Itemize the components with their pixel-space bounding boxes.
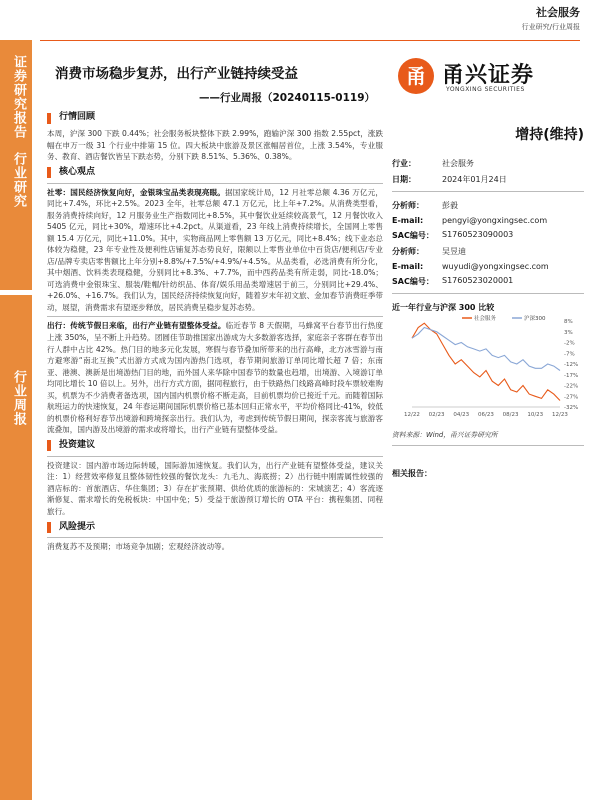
- sac-value: S1760523090003: [442, 230, 514, 239]
- sac-label: SAC编号：: [392, 231, 434, 240]
- logo-mark-icon: 甬: [398, 58, 434, 94]
- section-bar-icon: [47, 440, 51, 451]
- chart-title: 近一年行业与沪深 300 比较: [392, 303, 495, 312]
- series-line: [412, 328, 560, 371]
- sidebar-divider: [392, 191, 584, 192]
- industry-value: 社会服务: [442, 159, 474, 168]
- email-label: E-mail:: [392, 262, 424, 271]
- sidebar-divider: [392, 445, 584, 446]
- analyst-name: 彭毅: [442, 201, 458, 210]
- section-heading: [47, 111, 383, 125]
- paragraph-text: 消费复苏不及预期；市场竞争加剧；宏观经济波动等。: [47, 542, 230, 552]
- x-tick-label: 02/23: [428, 412, 445, 418]
- section-heading: [47, 166, 383, 180]
- y-tick-label: -17%: [564, 372, 579, 379]
- page-subtitle: ——行业周报（20240115-0119）: [198, 92, 375, 104]
- series-line: [412, 323, 560, 400]
- section-divider: [47, 537, 383, 538]
- x-tick-label: 12/23: [552, 412, 568, 418]
- y-tick-label: -22%: [564, 383, 579, 390]
- chart-source: 资料来源：Wind，甬兴证券研究所: [392, 431, 498, 439]
- email-label: E-mail:: [392, 216, 424, 225]
- analyst-name: 吴昱迪: [442, 247, 466, 256]
- email-link[interactable]: wuyudi@yongxingsec.com: [442, 262, 549, 271]
- side-label-weekly: 行业周报: [11, 370, 26, 426]
- sac-value: S1760523020001: [442, 276, 514, 285]
- analyst-label: 分析师：: [392, 247, 424, 256]
- x-tick-label: 12/22: [404, 412, 420, 418]
- rating-badge: 增持(维持): [515, 127, 584, 143]
- comparison-chart: [392, 315, 584, 425]
- y-tick-label: -7%: [564, 351, 575, 358]
- y-tick-label: -32%: [564, 405, 579, 411]
- analyst-row: [392, 200, 584, 211]
- section-heading: [47, 520, 383, 534]
- y-tick-label: -2%: [564, 340, 575, 347]
- y-tick-label: -27%: [564, 394, 579, 401]
- info-sidebar: [392, 118, 584, 479]
- sac-row: [392, 230, 584, 241]
- paragraph-retail: [47, 187, 383, 314]
- x-tick-label: 08/23: [502, 412, 519, 418]
- x-tick-label: 10/23: [527, 412, 544, 418]
- email-row: [392, 262, 584, 271]
- logo-name-cn: 甬兴证券: [442, 63, 535, 88]
- paragraph-market-review: [47, 128, 383, 163]
- paragraph-text: 投资建议：国内游市场边际转暖，国际游加速恢复。我们认为，出行产业链有望整体受益，建议关注：1）经营效率修复且整体韧性较强的餐饮龙头：九毛九、海底捞；2）出行链中刚需属性较强的酒店标的：首旅酒店、华住集团；3）存在扩张预期、供给优质的旅游标的：宋城演艺；4）客流逐渐修复、需求增长的免税板块：中国中免；5）受益于旅游预订增长的 OTA 平台：携程集团、同程旅行。: [47, 460, 383, 516]
- logo-name-en: YONGXING SECURITIES: [446, 86, 525, 93]
- section-title-core-views: 核心观点: [59, 166, 96, 177]
- section-title-market-review: 行情回顾: [59, 112, 96, 123]
- analyst-label: 分析师：: [392, 201, 424, 210]
- industry-row: [392, 158, 584, 169]
- section-divider: [47, 456, 383, 457]
- paragraph-travel: [47, 320, 383, 435]
- date-row: [392, 174, 584, 185]
- email-row: [392, 216, 584, 225]
- header-divider: [40, 40, 580, 41]
- date-label: 日期：: [392, 175, 416, 184]
- section-bar-icon: [47, 113, 51, 124]
- main-content: [47, 108, 383, 556]
- related-reports-label: 相关报告：: [392, 469, 432, 478]
- section-divider: [47, 316, 383, 317]
- sidebar-divider: [392, 293, 584, 294]
- paragraph-investment: [47, 460, 383, 518]
- paragraph-text: 临近春节 8 天假期，马蜂窝平台春节出行热度上涨 350%，呈不断上升趋势。团圆佳节助推国家出游成为大多数游客选择，家庭亲子客群在春节出行人群中占比 42%。热门目的地多元化发展，寒假与春节叠加所带来的出行高峰，北方冰雪游与南方避寒游“南北互换”式出游方式成为国内游热门选项，春节期间旅游订单同比增长超 7 倍；东南亚、港澳、澳新是出境游热门目的地，而外国人来华除中国春节的数量也趋增，出境游、入境游订单均同比增长 10 倍以上。另外，出行方式方面，据同程旅行，由于铁路热门线路高峰时段车票较难购买，机票为不少消费者备选项，国内国内机票价格不断走高，目前机票均价已接近千元。而随着国际航班运力的快速恢复，24 年春运期间国际机票价格已基本回归正常水平，平均价格同比-41%，较低的机票价格利好春节出境游和跨境探亲出行。我们认为，考虑到传统节假日期间，探亲客流与旅游客流叠加，国内游及出境游的需求或将增长，出行产业链有望整体受益。: [47, 321, 383, 435]
- section-heading: [47, 439, 383, 453]
- paragraph-text: 据国家统计局，12 月社零总额 4.36 万亿元，同比+7.4%，环比+2.5%。2023 全年，社零总额 47.1 万亿元，比上年+7.2%。从消费类型看，服务消费持续向好，12 月服务业生产指数同比+8.5%，其中餐饮业延续较高景气，12 月餐饮收入 5405 亿元，同比+30%，增速环比+4.2pct。从渠道看，23 年线上消费持续增长，全国网上零售额 15.4 万亿元，同比+11.0%。其中，实物商品网上零售额 13 万亿元，同比+8.4%；线下业态总体较为稳健，23 年专业性及便利性店铺复苏态势良好，限额以上零售业单位中百货店/便利店/专业店/品牌专卖店零售额比上年分别+8.8%/+7.5%/+4.9%/+4.5%。从品类看，必选消费有所分化，其中烟酒、饮料类表现稳健，分别同比+8.3%、+7.7%，而中西药品类有所走弱，同比-18.0%；可选消费中金银珠宝、服装/鞋帽/针纺织品、体育/娱乐用品类增速居于前三，分别同比+29.4%、+26.0%、+16.7%。我们认为，国民经济持续恢复向好，随着岁末年初文旅、金加春节消费旺季带动，展望，消费需求有望逐步释放，居民消费呈稳步复苏态势。: [47, 187, 384, 312]
- company-logo: [398, 58, 583, 98]
- paragraph-risk: [47, 541, 383, 553]
- sac-row: [392, 276, 584, 287]
- sac-label: SAC编号：: [392, 277, 434, 286]
- title-block: [55, 62, 375, 105]
- x-tick-label: 06/23: [478, 412, 494, 418]
- date-value: 2024年01月24日: [442, 175, 507, 184]
- header-category: 社会服务: [536, 6, 580, 19]
- chart-svg: [392, 315, 584, 425]
- analyst-row: [392, 246, 584, 257]
- paragraph-lead: 出行：传统节假日来临，出行产业链有望整体受益。: [47, 321, 226, 331]
- y-tick-label: 8%: [564, 319, 573, 325]
- legend-label: 沪深300: [524, 316, 546, 322]
- industry-label: 行业：: [392, 159, 416, 168]
- email-link[interactable]: pengyi@yongxingsec.com: [442, 216, 548, 225]
- section-title-risk: 风险提示: [59, 521, 96, 532]
- side-label-industry-research: 行业研究: [11, 152, 26, 208]
- y-tick-label: -12%: [564, 362, 579, 368]
- section-bar-icon: [47, 522, 51, 533]
- y-tick-label: 3%: [564, 329, 573, 336]
- report-header: [522, 4, 580, 32]
- side-label-research-report: 证券研究报告: [11, 55, 26, 139]
- header-subcategory: 行业研究/行业周报: [521, 23, 580, 31]
- x-tick-label: 04/23: [453, 412, 470, 418]
- chart-legend: [462, 315, 546, 322]
- paragraph-text: 本周，沪深 300 下跌 0.44%；社会服务板块整体下跌 2.99%，跑输沪深 300 指数 2.55pct，涨跌幅在申万一级 31 个行业中排第 15 位。四大板块中旅游及景区涨幅居首位，上涨 3.54%，专业服务、教育、酒店餐饮皆呈下跌态势，分别下跌 8.51%、5.36%、0.38%。: [47, 129, 383, 162]
- page-title: 消费市场稳步复苏，出行产业链持续受益: [55, 66, 298, 82]
- section-title-investment: 投资建议: [59, 439, 96, 450]
- section-bar-icon: [47, 167, 51, 178]
- paragraph-lead: 社零：国民经济恢复向好，金银珠宝品类表现亮眼。: [47, 187, 226, 197]
- section-divider: [47, 183, 383, 184]
- legend-label: 社会服务: [474, 316, 497, 322]
